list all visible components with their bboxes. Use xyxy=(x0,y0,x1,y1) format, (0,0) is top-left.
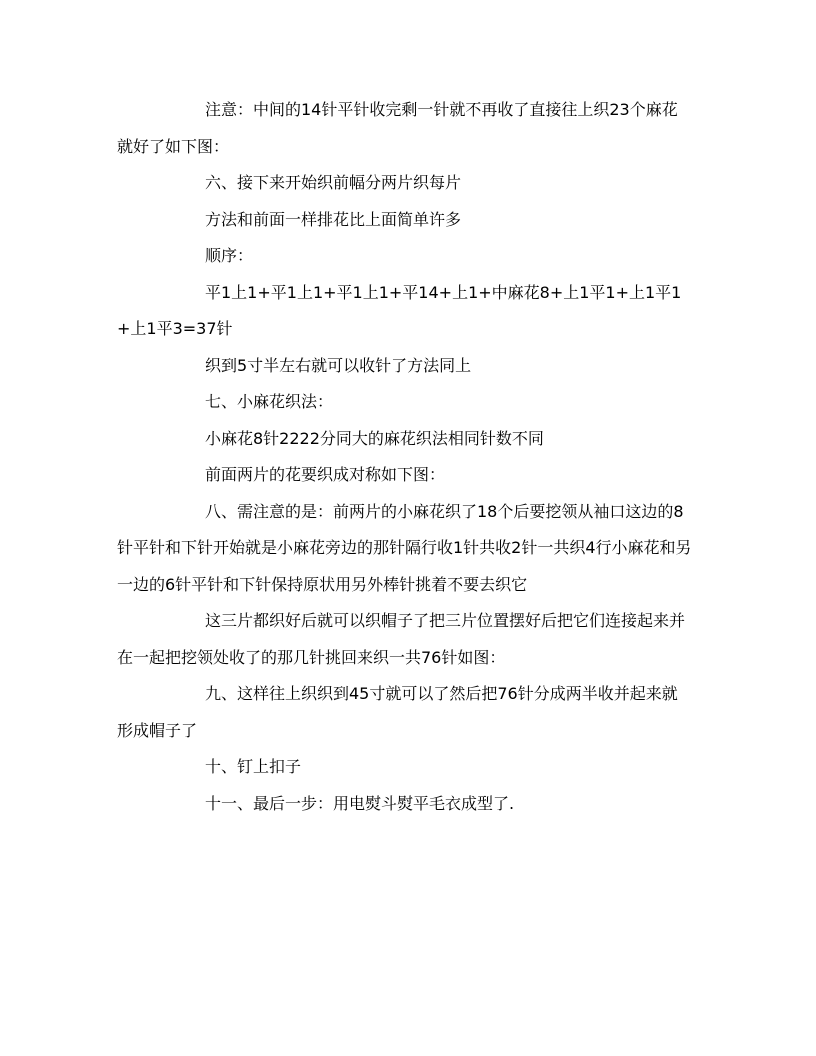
paragraph-method: 方法和前面一样排花比上面简单许多 xyxy=(205,209,462,229)
paragraph-knit-to-length: 织到5寸半左右就可以收针了方法同上 xyxy=(205,355,472,375)
paragraph-order-heading: 顺序： xyxy=(205,246,254,265)
paragraph-stitch-order: 平1上1+平1上1+平1上1+平14+上1+中麻花8+上1平1+上1平1+上1平3=37针 xyxy=(117,282,682,338)
document-body xyxy=(117,92,692,822)
paragraph-step-6: 六、接下来开始织前幅分两片织每片 xyxy=(205,173,462,192)
paragraph-join-pieces: 这三片都织好后就可以织帽子了把三片位置摆好后把它们连接起来并在一起把挖领处收了的那几针挑回来织一共76针如图： xyxy=(117,611,686,667)
paragraph-symmetric: 前面两片的花要织成对称如下图： xyxy=(205,465,446,484)
paragraph-step-8: 八、需注意的是：前两片的小麻花织了18个后要挖领从袖口这边的8针平针和下针开始就是小麻花旁边的那针隔行收1针共收2针一共织4行小麻花和另一边的6针平针和下针保持原状用另外棒针挑着不要去织它 xyxy=(117,501,692,594)
paragraph-step-11: 十一、最后一步：用电熨斗熨平毛衣成型了. xyxy=(205,793,515,813)
paragraph-small-cable: 小麻花8针2222分同大的麻花织法相同针数不同 xyxy=(205,428,544,448)
paragraph-step-9: 九、这样往上织织到45寸就可以了然后把76针分成两半收并起来就形成帽子了 xyxy=(117,684,678,740)
paragraph-note-center-stitches: 注意：中间的14针平针收完剩一针就不再收了直接往上织23个麻花就好了如下图： xyxy=(117,100,678,156)
paragraph-step-7: 七、小麻花织法： xyxy=(205,392,334,411)
paragraph-step-10: 十、钉上扣子 xyxy=(205,757,302,776)
